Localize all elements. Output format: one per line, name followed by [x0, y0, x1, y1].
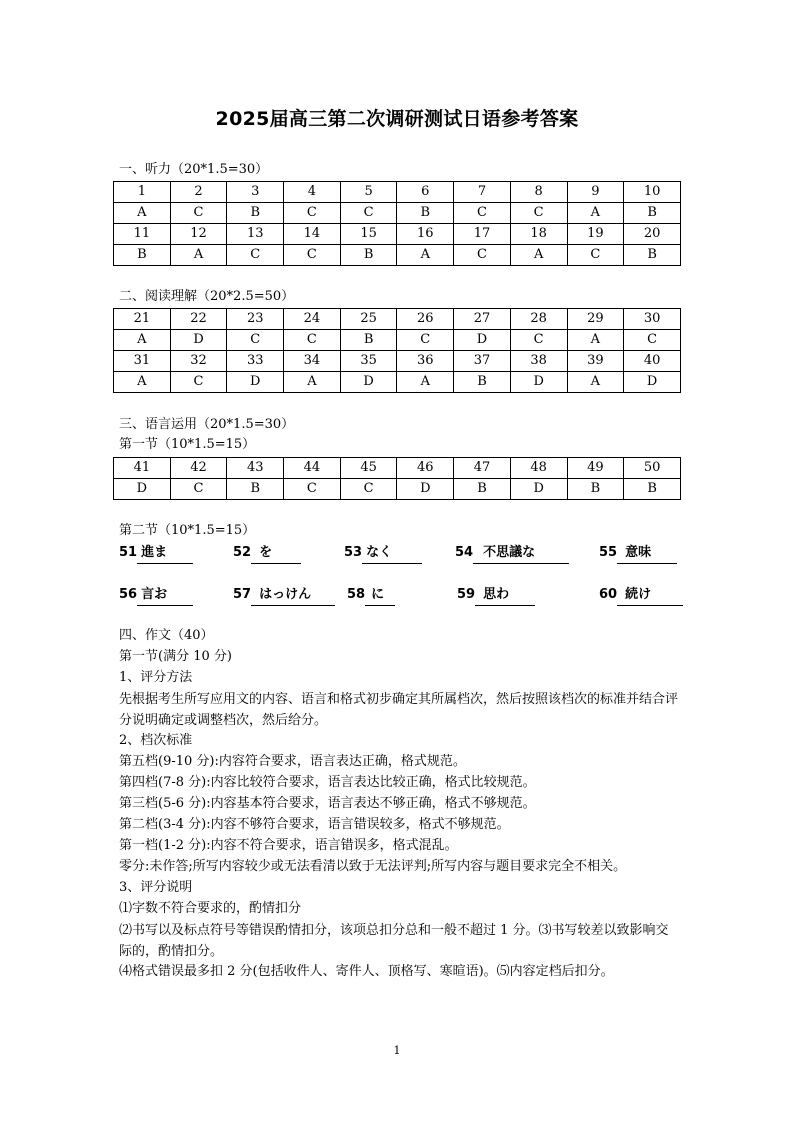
answer-cell: C — [284, 203, 341, 224]
question-number-row — [114, 458, 681, 479]
question-number-cell: 35 — [340, 351, 397, 372]
question-number-cell: 4 — [284, 182, 341, 203]
answer-cell: D — [114, 479, 171, 500]
answer-cell: C — [340, 203, 397, 224]
answer-cell: D — [510, 372, 567, 393]
question-number-cell: 12 — [170, 224, 227, 245]
answer-cell: C — [284, 479, 341, 500]
answer-row — [114, 479, 681, 500]
answer-row — [114, 372, 681, 393]
answer-cell: B — [340, 330, 397, 351]
question-number-cell: 21 — [114, 309, 171, 330]
question-number-cell: 22 — [170, 309, 227, 330]
answer-row — [114, 245, 681, 266]
question-number-row — [114, 309, 681, 330]
answer-cell: D — [624, 372, 681, 393]
fill-answers-row-2 — [119, 585, 719, 605]
answer-cell: B — [567, 479, 624, 500]
fill-answer-59: 59 思わ — [457, 585, 535, 606]
writing-heading: 四、作文（40） — [119, 628, 214, 643]
answer-cell: C — [510, 203, 567, 224]
question-number-cell: 30 — [624, 309, 681, 330]
question-number-cell: 19 — [567, 224, 624, 245]
question-number-cell: 23 — [227, 309, 284, 330]
answer-cell: D — [170, 330, 227, 351]
grade-level-2: 第二档(3-4 分):内容不够符合要求，语言错误较多，格式不够规范。 — [119, 817, 510, 832]
question-number-cell: 31 — [114, 351, 171, 372]
answer-cell: C — [510, 330, 567, 351]
question-number-row — [114, 182, 681, 203]
question-number-cell: 36 — [397, 351, 454, 372]
question-number-cell: 46 — [397, 458, 454, 479]
language-section2-heading: 第二节（10*1.5=15） — [119, 523, 256, 538]
grade-level-4: 第四档(7-8 分):内容比较符合要求，语言表达比较正确，格式比较规范。 — [119, 775, 536, 790]
question-number-cell: 11 — [114, 224, 171, 245]
question-number-cell: 3 — [227, 182, 284, 203]
question-number-cell: 37 — [454, 351, 511, 372]
question-number-cell: 20 — [624, 224, 681, 245]
fill-answer-54: 54 不思議な — [455, 543, 569, 564]
fill-answer-52: 52 を — [233, 543, 301, 564]
answer-cell: A — [567, 372, 624, 393]
question-number-cell: 10 — [624, 182, 681, 203]
grade-level-5: 第五档(9-10 分):内容符合要求，语言表达正确，格式规范。 — [119, 754, 466, 769]
answer-cell: C — [454, 203, 511, 224]
question-number-cell: 15 — [340, 224, 397, 245]
question-number-cell: 48 — [510, 458, 567, 479]
fill-answers-row-1 — [119, 543, 719, 563]
question-number-cell: 43 — [227, 458, 284, 479]
question-number-cell: 34 — [284, 351, 341, 372]
answer-cell: C — [397, 330, 454, 351]
answer-cell: B — [227, 479, 284, 500]
answer-cell: A — [170, 245, 227, 266]
question-number-cell: 26 — [397, 309, 454, 330]
question-number-cell: 16 — [397, 224, 454, 245]
answer-cell: C — [170, 479, 227, 500]
answer-cell: A — [114, 203, 171, 224]
question-number-cell: 6 — [397, 182, 454, 203]
language-heading: 三、语言运用（20*1.5=30） — [119, 417, 295, 432]
scoring-note-3: ⑷格式错误最多扣 2 分(包括收件人、寄件人、顶格写、寒暄语)。⑸内容定档后扣分。 — [119, 964, 614, 979]
question-number-cell: 47 — [454, 458, 511, 479]
language-section1-heading: 第一节（10*1.5=15） — [119, 437, 256, 452]
scoring-note-1: ⑴字数不符合要求的，酌情扣分 — [119, 901, 302, 916]
answer-cell: C — [567, 245, 624, 266]
answer-cell: C — [227, 330, 284, 351]
answer-cell: B — [624, 479, 681, 500]
question-number-cell: 39 — [567, 351, 624, 372]
question-number-cell: 5 — [340, 182, 397, 203]
question-number-cell: 40 — [624, 351, 681, 372]
question-number-cell: 8 — [510, 182, 567, 203]
question-number-cell: 7 — [454, 182, 511, 203]
answer-cell: A — [284, 372, 341, 393]
reading-answer-table — [113, 308, 681, 393]
question-number-cell: 32 — [170, 351, 227, 372]
answer-cell: C — [624, 330, 681, 351]
answer-cell: C — [227, 245, 284, 266]
answer-cell: A — [510, 245, 567, 266]
question-number-row — [114, 224, 681, 245]
question-number-cell: 9 — [567, 182, 624, 203]
listening-answer-table — [113, 181, 681, 266]
answer-cell: C — [170, 203, 227, 224]
fill-answer-51: 51 進ま — [119, 543, 193, 564]
listening-heading: 一、听力（20*1.5=30） — [119, 162, 269, 177]
question-number-cell: 1 — [114, 182, 171, 203]
answer-cell: B — [114, 245, 171, 266]
question-number-row — [114, 351, 681, 372]
language-answer-table — [113, 457, 681, 500]
question-number-cell: 2 — [170, 182, 227, 203]
grade-level-0: 零分:未作答;所写内容较少或无法看清以致于无法评判;所写内容与题目要求完全不相关。 — [119, 859, 627, 874]
page-title: 2025届高三第二次调研测试日语参考答案 — [215, 108, 579, 130]
answer-cell: D — [510, 479, 567, 500]
answer-cell: C — [284, 245, 341, 266]
grade-level-1: 第一档(1-2 分):内容不符合要求，语言错误多，格式混乱。 — [119, 838, 458, 853]
answer-cell: A — [567, 203, 624, 224]
question-number-cell: 45 — [340, 458, 397, 479]
question-number-cell: 44 — [284, 458, 341, 479]
answer-cell: B — [397, 203, 454, 224]
question-number-cell: 27 — [454, 309, 511, 330]
question-number-cell: 38 — [510, 351, 567, 372]
answer-cell: C — [170, 372, 227, 393]
answer-cell: B — [227, 203, 284, 224]
question-number-cell: 13 — [227, 224, 284, 245]
question-number-cell: 25 — [340, 309, 397, 330]
answer-cell: B — [454, 479, 511, 500]
answer-row — [114, 330, 681, 351]
grade-level-3: 第三档(5-6 分):内容基本符合要求，语言表达不够正确，格式不够规范。 — [119, 796, 536, 811]
question-number-cell: 14 — [284, 224, 341, 245]
answer-cell: C — [284, 330, 341, 351]
answer-cell: A — [397, 372, 454, 393]
answer-cell: C — [454, 245, 511, 266]
answer-cell: D — [340, 372, 397, 393]
answer-row — [114, 203, 681, 224]
question-number-cell: 18 — [510, 224, 567, 245]
question-number-cell: 24 — [284, 309, 341, 330]
fill-answer-60: 60 続け — [599, 585, 683, 606]
scoring-notes-heading: 3、评分说明 — [119, 880, 193, 895]
fill-answer-55: 55 意味 — [599, 543, 677, 564]
answer-cell: A — [397, 245, 454, 266]
answer-cell: D — [454, 330, 511, 351]
answer-cell: B — [624, 203, 681, 224]
question-number-cell: 33 — [227, 351, 284, 372]
answer-cell: B — [624, 245, 681, 266]
question-number-cell: 49 — [567, 458, 624, 479]
question-number-cell: 50 — [624, 458, 681, 479]
scoring-method-text: 先根据考生所写应用文的内容、语言和格式初步确定其所属档次，然后按照该档次的标准并结合评分说明确定或调整档次，然后给分。 — [119, 692, 679, 728]
answer-cell: A — [114, 330, 171, 351]
fill-answer-58: 58 に — [347, 585, 395, 606]
scoring-method-heading: 1、评分方法 — [119, 670, 193, 685]
scoring-note-2: ⑵书写以及标点符号等错误酌情扣分，该项总扣分总和一般不超过 1 分。⑶书写较差以致影响交际的，酌情扣分。 — [119, 923, 669, 959]
question-number-cell: 17 — [454, 224, 511, 245]
fill-answer-53: 53 なく — [344, 543, 422, 564]
page-number: 1 — [393, 1044, 401, 1057]
answer-cell: B — [454, 372, 511, 393]
fill-answer-56: 56 言お — [119, 585, 193, 606]
question-number-cell: 42 — [170, 458, 227, 479]
question-number-cell: 28 — [510, 309, 567, 330]
answer-cell: B — [340, 245, 397, 266]
reading-heading: 二、阅读理解（20*2.5=50） — [119, 289, 295, 304]
answer-cell: D — [227, 372, 284, 393]
fill-answer-57: 57 はっけん — [233, 585, 335, 606]
question-number-cell: 29 — [567, 309, 624, 330]
answer-cell: C — [340, 479, 397, 500]
writing-section1: 第一节(满分 10 分) — [119, 649, 232, 664]
answer-cell: A — [567, 330, 624, 351]
question-number-cell: 41 — [114, 458, 171, 479]
answer-cell: D — [397, 479, 454, 500]
grade-levels-heading: 2、档次标准 — [119, 733, 193, 748]
answer-cell: A — [114, 372, 171, 393]
